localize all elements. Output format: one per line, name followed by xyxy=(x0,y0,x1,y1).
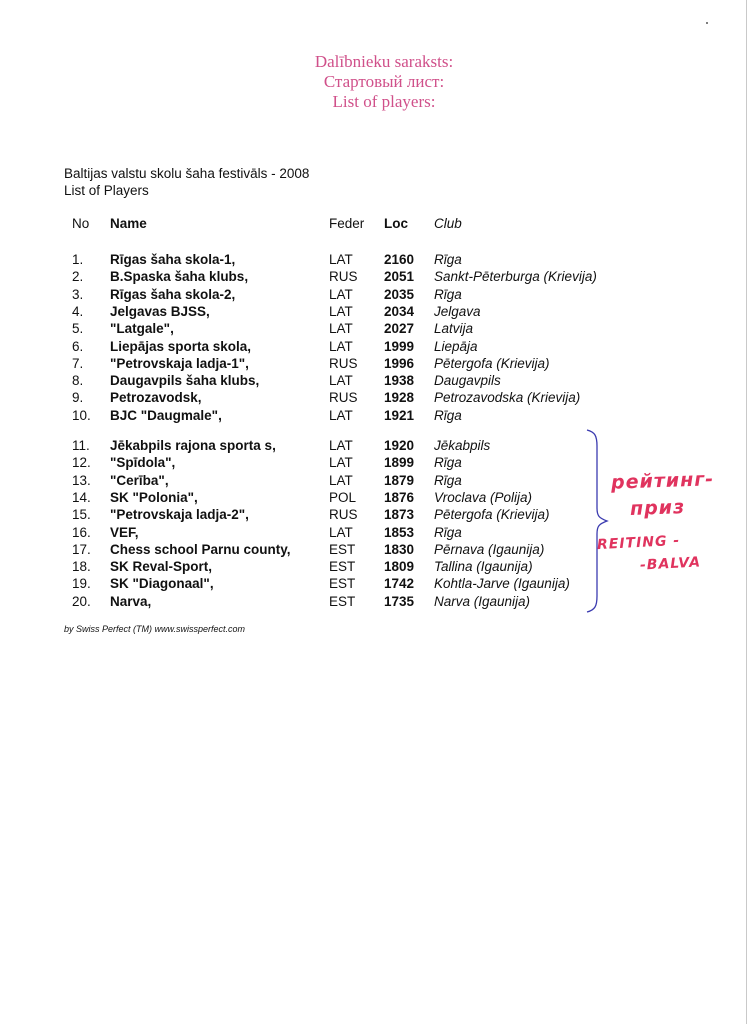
title-english: List of players: xyxy=(332,92,436,111)
player-rating: 1879 xyxy=(384,472,415,488)
footer-credit: by Swiss Perfect (TM) www.swissperfect.com xyxy=(64,624,246,634)
player-club: Rīga xyxy=(434,252,462,267)
player-club: Kohtla-Jarve (Igaunija) xyxy=(434,576,570,592)
player-name: "Cerība", xyxy=(110,472,169,488)
player-rating: 1996 xyxy=(384,355,415,371)
player-row xyxy=(0,251,700,268)
player-no: 19. xyxy=(72,576,91,592)
player-club: Narva (Igaunija) xyxy=(434,593,531,609)
player-no: 9. xyxy=(72,390,84,406)
player-row xyxy=(0,320,700,337)
player-rating: 1742 xyxy=(384,576,415,592)
player-rating: 1873 xyxy=(384,507,415,523)
event-title: Baltijas valstu skolu šaha festivāls - 2008 xyxy=(64,166,310,181)
player-club: Pētergofa (Krievija) xyxy=(434,507,550,523)
player-name: Liepājas sporta skola, xyxy=(110,338,252,354)
player-rating: 2035 xyxy=(384,286,415,302)
player-club: Latvija xyxy=(434,321,474,337)
player-federation: RUS xyxy=(329,269,358,285)
player-name: "Spīdola", xyxy=(110,455,176,471)
player-club: Tallina (Igaunija) xyxy=(434,559,533,575)
player-federation: LAT xyxy=(329,455,353,471)
player-name: Jēkabpils rajona sporta s, xyxy=(110,438,276,453)
player-no: 2. xyxy=(72,269,84,285)
player-federation: LAT xyxy=(329,524,353,540)
player-federation: LAT xyxy=(329,438,353,453)
player-club: Petrozavodska (Krievija) xyxy=(434,390,581,406)
scan-speck xyxy=(706,22,708,24)
player-rating: 1735 xyxy=(384,593,415,609)
player-rating: 2160 xyxy=(384,252,415,267)
player-name: "Petrovskaja ladja-2", xyxy=(110,507,249,523)
player-no: 3. xyxy=(72,286,84,302)
player-no: 15. xyxy=(72,507,91,523)
player-no: 1. xyxy=(72,252,84,267)
player-federation: RUS xyxy=(329,390,358,406)
title-russian: Стартовый лист: xyxy=(323,72,445,91)
player-rating: 1999 xyxy=(384,338,415,354)
player-rating: 1921 xyxy=(384,407,415,423)
player-federation: RUS xyxy=(329,355,358,371)
player-rating: 1876 xyxy=(384,489,415,505)
column-header-feder: Feder xyxy=(329,216,365,231)
player-row xyxy=(0,407,700,424)
title-latvian: Dalībnieku saraksts: xyxy=(314,52,454,71)
player-no: 17. xyxy=(72,541,91,557)
player-club: Daugavpils xyxy=(434,373,501,389)
player-no: 6. xyxy=(72,338,84,354)
player-club: Jelgava xyxy=(434,303,481,319)
handwritten-note-line-3: REITING - xyxy=(596,532,681,554)
player-federation: LAT xyxy=(329,373,353,389)
page-edge-line xyxy=(746,0,747,1024)
player-federation: RUS xyxy=(329,507,358,523)
column-header-no: No xyxy=(72,216,90,231)
player-club: Vroclava (Polija) xyxy=(434,489,533,505)
player-no: 16. xyxy=(72,524,91,540)
player-club: Jēkabpils xyxy=(434,438,491,453)
player-no: 5. xyxy=(72,321,84,337)
player-federation: EST xyxy=(329,593,356,609)
player-federation: POL xyxy=(329,489,357,505)
player-no: 10. xyxy=(72,407,91,423)
player-club: Rīga xyxy=(434,407,462,423)
player-federation: LAT xyxy=(329,338,353,354)
handwritten-note-line-2: приз xyxy=(629,496,686,520)
player-no: 12. xyxy=(72,455,91,471)
player-name: Rīgas šaha skola-2, xyxy=(110,286,236,302)
player-federation: LAT xyxy=(329,286,353,302)
player-name: "Petrovskaja ladja-1", xyxy=(110,355,249,371)
player-federation: LAT xyxy=(329,252,353,267)
player-row xyxy=(0,355,700,372)
player-club: Sankt-Pēterburga (Krievija) xyxy=(434,269,597,285)
player-name: SK "Polonia", xyxy=(110,489,198,505)
player-name: BJC "Daugmale", xyxy=(110,407,222,423)
player-rating: 1853 xyxy=(384,524,415,540)
player-name: SK "Diagonaal", xyxy=(110,576,214,592)
player-name: Petrozavodsk, xyxy=(110,390,202,406)
player-rating: 1830 xyxy=(384,541,415,557)
player-no: 20. xyxy=(72,593,91,609)
handwritten-note-line-1: рейтинг- xyxy=(610,468,715,494)
player-club: Rīga xyxy=(434,524,462,540)
player-rating: 1920 xyxy=(384,438,415,453)
player-federation: LAT xyxy=(329,407,353,423)
player-rating: 2027 xyxy=(384,321,415,337)
player-club: Rīga xyxy=(434,472,462,488)
player-name: Daugavpils šaha klubs, xyxy=(110,373,260,389)
event-subtitle: List of Players xyxy=(64,183,149,198)
player-no: 13. xyxy=(72,472,91,488)
player-no: 8. xyxy=(72,373,84,389)
player-no: 4. xyxy=(72,303,84,319)
player-no: 11. xyxy=(72,438,90,453)
player-rating: 2034 xyxy=(384,303,415,319)
player-rating: 2051 xyxy=(384,269,415,285)
player-name: Chess school Parnu county, xyxy=(110,541,291,557)
player-club: Liepāja xyxy=(434,338,478,354)
player-no: 18. xyxy=(72,559,91,575)
player-row xyxy=(0,286,700,303)
player-federation: LAT xyxy=(329,321,353,337)
column-header-loc: Loc xyxy=(384,216,409,231)
player-name: Jelgavas BJSS, xyxy=(110,303,210,319)
column-header-club: Club xyxy=(434,216,462,231)
player-row xyxy=(0,268,700,285)
player-club: Rīga xyxy=(434,286,462,302)
player-no: 7. xyxy=(72,355,84,371)
player-row xyxy=(0,372,700,389)
player-federation: LAT xyxy=(329,472,353,488)
player-no: 14. xyxy=(72,489,91,505)
player-name: Rīgas šaha skola-1, xyxy=(110,252,236,267)
player-name: SK Reval-Sport, xyxy=(110,559,213,575)
player-rating: 1928 xyxy=(384,390,415,406)
player-rating: 1938 xyxy=(384,373,415,389)
event-heading xyxy=(64,165,309,199)
player-club: Pērnava (Igaunija) xyxy=(434,541,545,557)
brace-mark xyxy=(585,428,615,614)
list-title-block xyxy=(0,52,750,112)
player-federation: LAT xyxy=(329,303,353,319)
player-row xyxy=(0,389,700,406)
player-rating: 1809 xyxy=(384,559,415,575)
handwritten-note-line-4: -BALVA xyxy=(639,554,702,574)
player-name: Narva, xyxy=(110,593,152,609)
player-name: "Latgale", xyxy=(110,321,174,337)
player-club: Rīga xyxy=(434,455,462,471)
player-name: VEF, xyxy=(110,524,139,540)
player-federation: EST xyxy=(329,576,356,592)
player-row xyxy=(0,303,700,320)
player-rating: 1899 xyxy=(384,455,415,471)
column-header-name: Name xyxy=(110,216,147,231)
player-name: B.Spaska šaha klubs, xyxy=(110,269,249,285)
player-federation: EST xyxy=(329,541,356,557)
player-club: Pētergofa (Krievija) xyxy=(434,355,550,371)
player-row xyxy=(0,338,700,355)
player-federation: EST xyxy=(329,559,356,575)
